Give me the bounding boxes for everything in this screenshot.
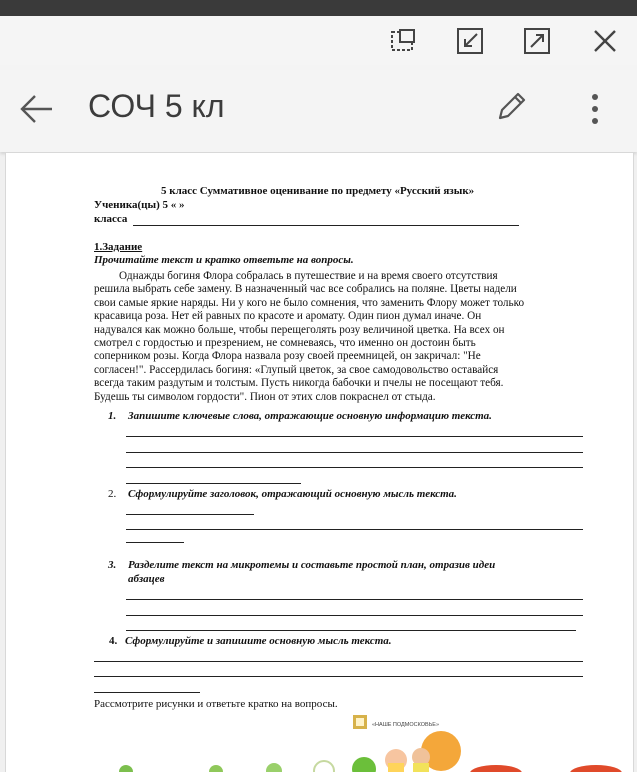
answer-line [94,692,200,693]
answer-line [94,676,583,677]
story-line: соперником розы. Когда Флора назвала розу своей преемницей, он закричал: "Не [94,350,481,363]
window-toolbar [0,16,637,66]
status-bar [0,0,637,16]
story-line: Будешь ты символом гордости". Пион от этих слов покраснел от стыда. [94,390,436,403]
pip-icon[interactable] [388,26,418,56]
page-title: СОЧ 5 кл [88,88,225,124]
pencil-icon[interactable] [492,88,530,126]
story-line: надувался как можно больше, чтобы перещеголять розу величиной цветка. На всех он [94,323,505,336]
back-arrow-icon[interactable] [18,90,56,128]
student-field-label: Ученика(цы) 5 « » [94,199,185,211]
story-line: решила выбрать себе замену. В назначенный час все собрались на поляне. Цветы надели [94,283,517,296]
class-field-label: класса [94,213,128,225]
close-icon[interactable] [590,26,620,56]
question-2-text: Сформулируйте заголовок, отражающий основную мысль текста. [128,488,457,500]
story-paragraph [94,270,590,404]
task-instruction: Прочитайте текст и кратко ответьте на вопросы. [94,254,354,266]
story-line: свои самые яркие наряды. Ни у кого не было сомнения, что заменить Флору может только [94,296,525,309]
story-line: Однажды богиня Флора собралась в путешествие и на время своего отсутствия [119,270,498,282]
story-line: всегда таким раздутым и толстым. Пусть никогда бабочки и пчелы не посещают тебя. [94,377,504,390]
answer-line [126,436,583,437]
class-answer-line [133,225,519,226]
pictures-prompt: Рассмотрите рисунки и ответьте кратко на вопросы. [94,698,338,710]
question-3-number: 3. [108,559,117,571]
answer-line [126,599,583,600]
story-line: красавица роза. Нет ей равных по красоте и аромату. Один пион думал иначе. Он [94,310,482,323]
question-3-text: Разделите текст на микротемы и составьте простой план, отразив идеи [128,559,496,571]
task-title: 1.Задание [94,241,143,253]
answer-line [126,483,301,484]
answer-line [94,661,583,662]
answer-line [126,452,583,453]
answer-line [126,630,576,631]
maximize-icon[interactable] [522,26,552,56]
illustration-image [96,713,626,772]
question-4-text: Сформулируйте и запишите основную мысль текста. [125,635,392,647]
minimize-icon[interactable] [455,26,485,56]
question-3-text-cont: абзацев [128,573,165,585]
question-4-number: 4. [109,635,118,647]
answer-line [126,615,583,616]
answer-line [126,542,184,543]
answer-line [126,529,583,530]
doc-heading: 5 класс Суммативное оценивание по предмету «Русский язык» [161,185,475,197]
story-line: согласен!". Рассердилась богиня: «Глупый цветок, за свое самодовольство оставайся [94,363,499,376]
story-line: смотрел с гордостью и презрением, не сомневаясь, что именно он достоин быть [94,337,476,350]
app-header [0,66,637,152]
question-1-number: 1. [108,410,117,422]
more-vert-icon[interactable] [583,90,607,128]
question-2-number: 2. [108,488,117,500]
picture-caption: «НАШЕ ПОДМОСКОВЬЕ» [372,722,440,728]
answer-line [126,467,583,468]
question-1-text: Запишите ключевые слова, отражающие основную информацию текста. [128,410,492,422]
document-page[interactable] [5,153,634,772]
answer-line [126,514,254,515]
